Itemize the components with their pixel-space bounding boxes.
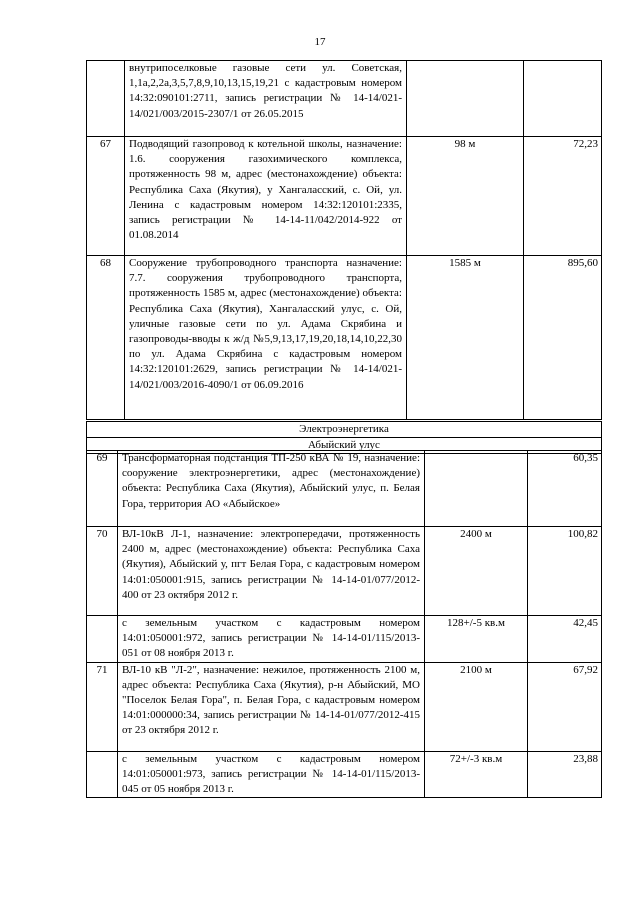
object-value: 60,35 bbox=[528, 451, 602, 527]
object-value bbox=[524, 61, 602, 137]
row-number bbox=[87, 616, 118, 663]
object-description: с земельным участком с кадастровым номером 14:01:050001:972, запись регистрации № 14-14-01/115/2013-051 от 08 ноября 2013 г. bbox=[118, 616, 425, 663]
table-row bbox=[87, 61, 602, 137]
object-value: 42,45 bbox=[528, 616, 602, 663]
object-description: Подводящий газопровод к котельной школы, назначение: 1.6. сооружения газохимического комплекса, протяженность 98 м, адрес (местонахождение) объекта: Республика Саха (Якутия), у Хангаласский, с. Ой, ул. Ленина с кадастровым номером 14:32:120101:2335, запись регистрации № 14-14-11/042/2014-922 от 01.08.2014 bbox=[125, 137, 407, 256]
row-number: 68 bbox=[87, 256, 125, 421]
page-number: 17 bbox=[314, 36, 326, 48]
object-value: 72,23 bbox=[524, 137, 602, 256]
object-description: ВЛ-10 кВ "Л-2", назначение: нежилое, протяженность 2100 м, адрес объекта: Республика Саха (Якутия), р-н Абыйский, МО "Поселок Белая Гора", п. Белая Гора, с кадастровым номером 14:01:000000:34, запись регистрации № 14-14-01/077/2012-415 от 23 октября 2012 г. bbox=[118, 662, 425, 751]
object-size bbox=[425, 451, 528, 527]
object-value: 67,92 bbox=[528, 662, 602, 751]
object-description: Сооружение трубопроводного транспорта назначение: 7.7. сооружения трубопроводного транспорта, протяженность 1585 м, адрес (местонахождение) объекта: Республика Саха (Якутия), Хангаласский улус, с. Ой, уличные газовые сети по ул. Адама Скрябина и газопроводы-вводы к ж/д №5,9,13,17,19,20,18,14,10,22,30 по ул. Адама Скрябина с кадастровым номером 14:32:120101:2629, запись регистрации № 14-14/021-14/021/003/2016-4090/1 от 06.09.2016 bbox=[125, 256, 407, 421]
object-description: Трансформаторная подстанция ТП-250 кВА № 19, назначение: сооружение электроэнергетики, адрес (местонахождение) объекта: Республика Саха (Якутия), Абыйский улус, п. Белая Гора, территория АО «Абыйское» bbox=[118, 451, 425, 527]
table-row bbox=[87, 137, 602, 256]
object-value: 23,88 bbox=[528, 751, 602, 798]
object-value: 100,82 bbox=[528, 527, 602, 616]
table-row bbox=[87, 751, 602, 798]
row-number bbox=[87, 61, 125, 137]
table-row bbox=[87, 662, 602, 751]
object-value: 895,60 bbox=[524, 256, 602, 421]
object-size: 2100 м bbox=[425, 662, 528, 751]
subsection-title: Абыйский улус bbox=[87, 438, 602, 454]
object-description: внутрипоселковые газовые сети ул. Советская, 1,1а,2,2а,3,5,7,8,9,10,13,15,19,21 с кадастровым номером 14:32:090101:2711, запись регистрации № 14-14/021-14/021/003/2015-2307/1 от 26.05.2015 bbox=[125, 61, 407, 137]
table-row bbox=[87, 256, 602, 421]
object-size bbox=[407, 61, 524, 137]
object-size: 98 м bbox=[407, 137, 524, 256]
row-number: 67 bbox=[87, 137, 125, 256]
row-number: 70 bbox=[87, 527, 118, 616]
lower-property-table bbox=[86, 450, 602, 798]
table-row bbox=[87, 527, 602, 616]
object-size: 128+/-5 кв.м bbox=[425, 616, 528, 663]
upper-property-table bbox=[86, 60, 602, 454]
row-number bbox=[87, 751, 118, 798]
object-description: с земельным участком с кадастровым номером 14:01:050001:973, запись регистрации № 14-14-01/115/2013-045 от 05 ноября 2013 г. bbox=[118, 751, 425, 798]
row-number: 71 bbox=[87, 662, 118, 751]
section-title: Электроэнергетика bbox=[87, 421, 602, 438]
object-description: ВЛ-10кВ Л-1, назначение: электропередачи, протяженность 2400 м, адрес (местонахождение) объекта: Республика Саха (Якутия), Абыйский у, пгт Белая Гора, с кадастровым номером 14:01:050001:915, запись регистрации № 14-14-01/077/2012-400 от 23 октября 2012 г. bbox=[118, 527, 425, 616]
object-size: 2400 м bbox=[425, 527, 528, 616]
row-number: 69 bbox=[87, 451, 118, 527]
section-row bbox=[87, 421, 602, 438]
table-row bbox=[87, 616, 602, 663]
object-size: 72+/-3 кв.м bbox=[425, 751, 528, 798]
table-row bbox=[87, 451, 602, 527]
object-size: 1585 м bbox=[407, 256, 524, 421]
